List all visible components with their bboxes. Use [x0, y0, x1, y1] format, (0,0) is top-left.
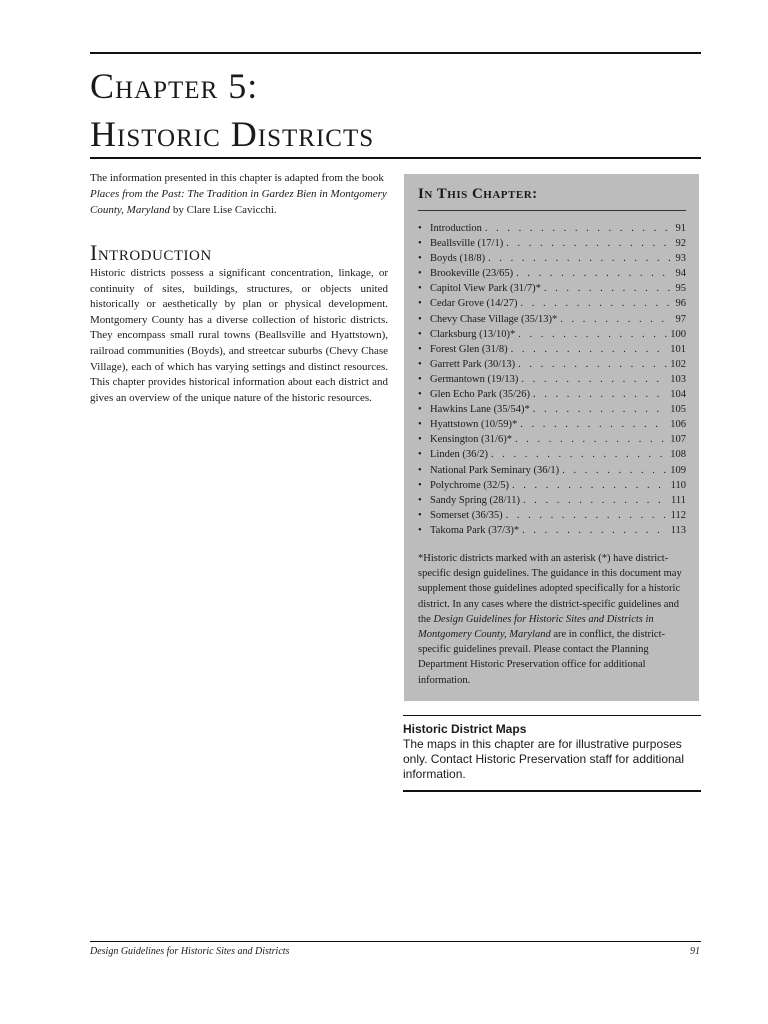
footer-rule — [90, 941, 701, 942]
toc-item-page: 100 — [670, 328, 686, 340]
toc-item — [418, 508, 686, 523]
sidebar-bottom-rule — [403, 790, 701, 792]
toc-item-label: Glen Echo Park (35/26) — [430, 389, 531, 401]
toc-leader-dots — [560, 312, 672, 327]
book-title: Places from the Past: The Tradition in Gardez Bien in Montgomery County, Maryland — [90, 188, 387, 216]
toc-item-label: Capitol View Park (31/7)* — [430, 283, 541, 295]
toc-list — [418, 221, 686, 538]
toc-leader-dots — [521, 372, 667, 387]
toc-note-after: are in conflict, the district-specific guidelines prevail. Please contact the Planning Department Historic Preservation office for additional information. — [418, 629, 665, 686]
toc-item-page: 91 — [675, 223, 686, 234]
toc-item-page: 97 — [675, 313, 686, 325]
toc-leader-dots — [533, 402, 668, 417]
toc-leader-dots — [491, 447, 667, 462]
bullet-icon: • — [418, 389, 422, 401]
bullet-icon: • — [418, 343, 422, 355]
sidebar-text: The maps in this chapter are for illustrative purposes only. Contact Historic Preservation staff for additional information. — [403, 737, 685, 781]
toc-item-page: 111 — [671, 494, 686, 506]
toc-item-label: Takoma Park (37/3)* — [430, 524, 520, 536]
bullet-icon: • — [418, 449, 422, 461]
intro-text-before: The information presented in this chapter is adapted from the book — [90, 172, 384, 184]
toc-leader-dots — [512, 478, 668, 493]
toc-item-page: 106 — [670, 419, 686, 431]
toc-item — [418, 432, 686, 447]
title-rule — [90, 157, 701, 159]
in-this-chapter-box — [404, 174, 699, 701]
toc-item — [418, 312, 686, 327]
chapter-name: Historic Districts — [90, 114, 375, 154]
bullet-icon: • — [418, 223, 422, 234]
toc-item — [418, 417, 686, 432]
toc-item-label: Linden (36/2) — [430, 449, 489, 461]
toc-item-page: 92 — [675, 238, 686, 250]
intro-text-after: by Clare Lise Cavicchi. — [170, 204, 277, 216]
toc-item-label: Clarksburg (13/10)* — [430, 328, 516, 340]
toc-note-before: *Historic districts marked with an asterisk (*) have district-specific design guidelines. The guidance in this document may supplement those guidelines adopted specifically for a historic district. In any cases where the district-specific guidelines and the — [418, 553, 682, 625]
toc-leader-dots — [511, 342, 668, 357]
toc-leader-dots — [522, 523, 668, 538]
toc-item-label: Sandy Spring (28/11) — [430, 494, 521, 506]
toc-item — [418, 266, 686, 281]
toc-item-page: 110 — [670, 479, 686, 491]
sidebar-title: Historic District Maps — [403, 722, 527, 736]
toc-item — [418, 281, 686, 296]
toc-leader-dots — [518, 327, 667, 342]
toc-item-page: 105 — [670, 404, 686, 416]
introduction-heading: Introduction — [90, 240, 212, 265]
bullet-icon: • — [418, 419, 422, 431]
toc-item-label: Forest Glen (31/8) — [430, 343, 508, 355]
toc-item-page: 112 — [670, 509, 686, 521]
bullet-icon: • — [418, 524, 422, 536]
toc-item-page: 113 — [670, 524, 686, 536]
toc-item — [418, 463, 686, 478]
intro-paragraph — [90, 170, 388, 218]
toc-item-page: 108 — [670, 449, 686, 461]
toc-item — [418, 447, 686, 462]
toc-leader-dots — [488, 251, 672, 266]
bullet-icon: • — [418, 253, 422, 265]
bullet-icon: • — [418, 509, 422, 521]
toc-leader-dots — [518, 357, 667, 372]
toc-item-page: 101 — [670, 343, 686, 355]
toc-item — [418, 402, 686, 417]
toc-note — [418, 551, 686, 688]
toc-leader-dots — [544, 281, 673, 296]
toc-item — [418, 236, 686, 251]
toc-leader-dots — [515, 432, 667, 447]
toc-item — [418, 387, 686, 402]
toc-item — [418, 478, 686, 493]
toc-item — [418, 342, 686, 357]
toc-item-page: 109 — [670, 464, 686, 476]
bullet-icon: • — [418, 283, 422, 295]
toc-leader-dots — [533, 387, 667, 402]
toc-item-label: Polychrome (32/5) — [430, 479, 510, 491]
toc-item-label: National Park Seminary (36/1) — [430, 464, 560, 476]
toc-item — [418, 296, 686, 311]
bullet-icon: • — [418, 464, 422, 476]
bullet-icon: • — [418, 238, 422, 250]
toc-leader-dots — [520, 296, 672, 311]
toc-item — [418, 372, 686, 387]
bullet-icon: • — [418, 313, 422, 325]
toc-item-label: Hyattstown (10/59)* — [430, 419, 518, 431]
top-rule — [90, 52, 701, 54]
toc-item — [418, 251, 686, 266]
toc-item-page: 103 — [670, 373, 686, 385]
toc-item-label: Germantown (19/13) — [430, 373, 519, 385]
bullet-icon: • — [418, 268, 422, 280]
toc-item-label: Kensington (31/6)* — [430, 434, 512, 446]
toc-leader-dots — [520, 417, 667, 432]
toc-leader-dots — [485, 221, 673, 236]
footer-title: Design Guidelines for Historic Sites and Districts — [90, 946, 290, 957]
chapter-title — [90, 62, 374, 158]
toc-item-page: 104 — [670, 389, 686, 401]
bullet-icon: • — [418, 328, 422, 340]
toc-item — [418, 327, 686, 342]
toc-item-page: 107 — [670, 434, 686, 446]
bullet-icon: • — [418, 373, 422, 385]
toc-heading: In This Chapter: — [418, 186, 538, 202]
toc-leader-dots — [516, 266, 672, 281]
bullet-icon: • — [418, 298, 422, 310]
bullet-icon: • — [418, 404, 422, 416]
toc-rule — [418, 210, 686, 211]
sidebar-top-rule — [403, 715, 701, 716]
toc-item-page: 96 — [675, 298, 686, 310]
toc-leader-dots — [506, 508, 668, 523]
toc-item-label: Chevy Chase Village (35/13)* — [430, 313, 558, 325]
toc-item — [418, 221, 686, 236]
footer-page-number: 91 — [690, 946, 700, 957]
toc-item-label: Garrett Park (30/13) — [430, 358, 516, 370]
toc-item-label: Beallsville (17/1) — [430, 238, 504, 250]
bullet-icon: • — [418, 494, 422, 506]
toc-leader-dots — [562, 463, 667, 478]
bullet-icon: • — [418, 358, 422, 370]
toc-item — [418, 523, 686, 538]
toc-item-label: Hawkins Lane (35/54)* — [430, 404, 530, 416]
toc-item-label: Somerset (36/35) — [430, 509, 503, 521]
toc-item-label: Brookeville (23/65) — [430, 268, 514, 280]
toc-item-page: 95 — [675, 283, 686, 295]
toc-leader-dots — [523, 493, 668, 508]
toc-item-page: 94 — [675, 268, 686, 280]
introduction-body: Historic districts possess a significant concentration, linkage, or continuity of sites, buildings, structures, or objects united historically or aesthetically by plan or physical development. Montgomery County has a diverse collection of historic districts. They encompass small rural towns (Beallsville and Hyattstown), railroad communities (Boyds), and streetcar suburbs (Chevy Chase Village), each of which has varying settings and distinct resources. This chapter provides historical information about each district and gives an overview of the unique nature of the historic resources. — [90, 267, 388, 404]
toc-item-page: 93 — [675, 253, 686, 265]
bullet-icon: • — [418, 479, 422, 491]
toc-leader-dots — [506, 236, 672, 251]
bullet-icon: • — [418, 434, 422, 446]
chapter-number: Chapter 5: — [90, 66, 259, 106]
toc-item-label: Cedar Grove (14/27) — [430, 298, 518, 310]
toc-item-label: Boyds (18/8) — [430, 253, 486, 265]
toc-item-label: Introduction — [430, 223, 482, 234]
toc-item — [418, 493, 686, 508]
toc-item — [418, 357, 686, 372]
toc-item-page: 102 — [670, 358, 686, 370]
toc-note-title: Design Guidelines for Historic Sites and Districts in Montgomery County, Maryland — [418, 613, 654, 641]
